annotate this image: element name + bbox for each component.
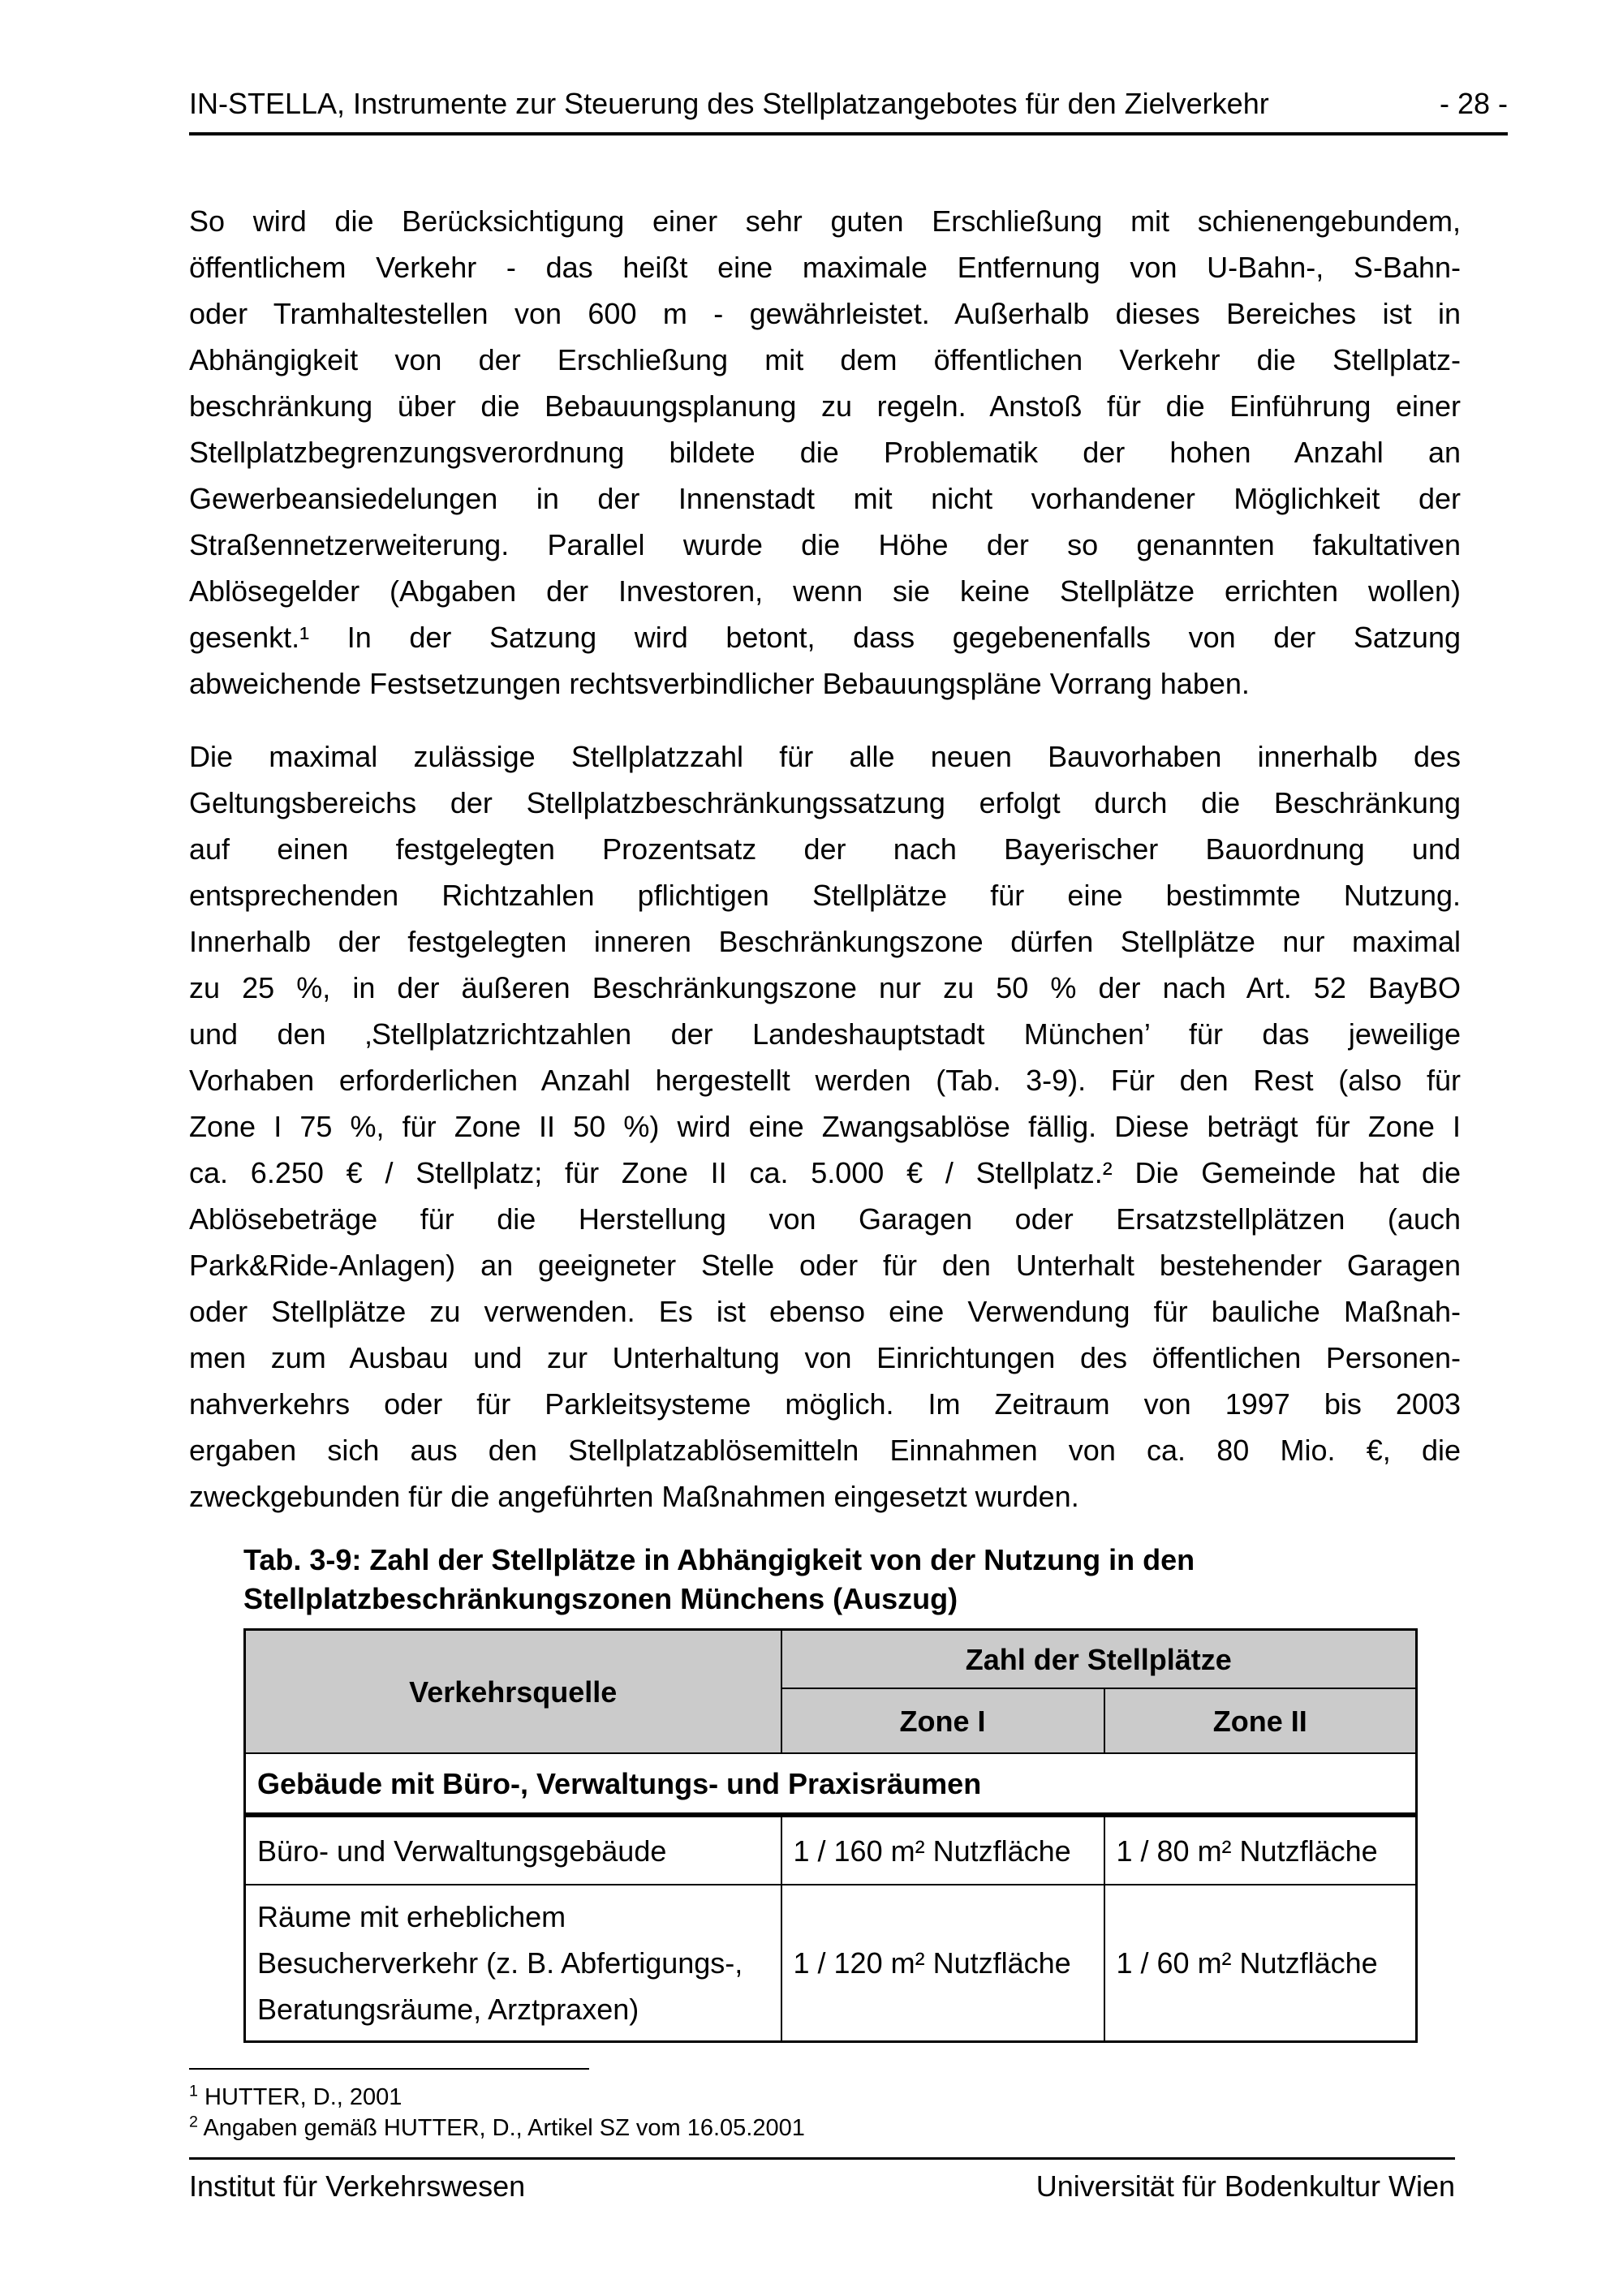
footnote-marker: 2 bbox=[189, 2113, 198, 2131]
text-line: Ablösebeträge für die Herstellung von Garagen oder Ersatzstellplätzen (auch bbox=[189, 1202, 1461, 1236]
text-line: Stellplatzbeschränkungszonen Münchens (Auszug) bbox=[243, 1582, 958, 1615]
paragraph bbox=[189, 198, 1461, 707]
text-line: beschränkung über die Bebauungsplanung zu regeln. Anstoß für die Einführung einer bbox=[189, 389, 1461, 423]
section-row-label: Gebäude mit Büro-, Verwaltungs- und Praxisräumen bbox=[245, 1753, 1417, 1815]
text-line: und den ‚Stellplatzrichtzahlen der Landeshauptstadt München’ für das jeweilige bbox=[189, 1017, 1461, 1051]
column-header-verkehrsquelle: Verkehrsquelle bbox=[245, 1630, 781, 1754]
text-line: Besucherverkehr (z. B. Abfertigungs-, bbox=[257, 1946, 743, 1980]
footnote-marker: 1 bbox=[189, 2082, 198, 2100]
cell-zone2-value: 1 / 60 m² Nutzfläche bbox=[1104, 1885, 1417, 2042]
text-line: Die maximal zulässige Stellplatzzahl für alle neuen Bauvorhaben innerhalb des bbox=[189, 740, 1461, 773]
paragraph bbox=[189, 733, 1461, 1520]
page-footer bbox=[189, 2157, 1455, 2204]
table-container bbox=[243, 1628, 1461, 2043]
text-line: Stellplatzbegrenzungsverordnung bildete die Problematik der hohen Anzahl an bbox=[189, 436, 1461, 469]
page-body bbox=[189, 198, 1461, 2043]
table-section-row bbox=[245, 1753, 1417, 1815]
column-header-zone1: Zone I bbox=[781, 1688, 1104, 1753]
column-group-header: Zahl der Stellplätze bbox=[781, 1630, 1417, 1689]
text-line: men zum Ausbau und zur Unterhaltung von Einrichtungen des öffentlichen Personen- bbox=[189, 1341, 1461, 1374]
cell-zone2-value: 1 / 80 m² Nutzfläche bbox=[1104, 1815, 1417, 1885]
cell-source bbox=[245, 1815, 781, 1885]
text-line: Räume mit erheblichem bbox=[257, 1900, 566, 1933]
table-caption bbox=[243, 1541, 1461, 1619]
text-line: Gewerbeansiedelungen in der Innenstadt mit nicht vorhandener Möglichkeit der bbox=[189, 482, 1461, 515]
footnote-text: HUTTER, D., 2001 bbox=[204, 2084, 403, 2110]
table-row bbox=[245, 1885, 1417, 2042]
text-line: öffentlichem Verkehr - das heißt eine maximale Entfernung von U-Bahn-, S-Bahn- bbox=[189, 251, 1461, 284]
text-line: Vorhaben erforderlichen Anzahl hergestellt werden (Tab. 3-9). Für den Rest (also für bbox=[189, 1064, 1461, 1097]
footnote bbox=[189, 2082, 1461, 2113]
running-title: IN-STELLA, Instrumente zur Steuerung des Stellplatzangebotes für den Zielverkehr bbox=[189, 87, 1269, 120]
page-number: - 28 - bbox=[1439, 87, 1508, 120]
table-row bbox=[245, 1815, 1417, 1885]
footer-institute: Institut für Verkehrswesen bbox=[189, 2169, 526, 2203]
text-line: Zone I 75 %, für Zone II 50 %) wird eine Zwangsablöse fällig. Diese beträgt für Zone I bbox=[189, 1110, 1461, 1143]
text-line: Tab. 3-9: Zahl der Stellplätze in Abhängigkeit von der Nutzung in den bbox=[243, 1543, 1195, 1576]
text-line: Büro- und Verwaltungsgebäude bbox=[257, 1834, 667, 1868]
text-line: Geltungsbereichs der Stellplatzbeschränkungssatzung erfolgt durch die Beschränkung bbox=[189, 786, 1461, 819]
text-line: Innerhalb der festgelegten inneren Beschränkungszone dürfen Stellplätze nur maximal bbox=[189, 925, 1461, 958]
text-line: gesenkt.¹ In der Satzung wird betont, dass gegebenenfalls von der Satzung bbox=[189, 621, 1461, 654]
text-line: oder Tramhaltestellen von 600 m - gewährleistet. Außerhalb dieses Bereiches ist in bbox=[189, 297, 1461, 330]
text-line: Straßennetzerweiterung. Parallel wurde die Höhe der so genannten fakultativen bbox=[189, 528, 1461, 561]
page-header bbox=[189, 86, 1508, 135]
footnote bbox=[189, 2113, 1461, 2143]
footnotes bbox=[189, 2068, 1461, 2143]
text-line: Park&Ride-Anlagen) an geeigneter Stelle oder für den Unterhalt bestehender Garagen bbox=[189, 1249, 1461, 1282]
text-line: ergaben sich aus den Stellplatzablösemitteln Einnahmen von ca. 80 Mio. €, die bbox=[189, 1434, 1461, 1467]
text-line: zu 25 %, in der äußeren Beschränkungszone nur zu 50 % der nach Art. 52 BayBO bbox=[189, 971, 1461, 1004]
text-line: oder Stellplätze zu verwenden. Es ist ebenso eine Verwendung für bauliche Maßnah- bbox=[189, 1295, 1461, 1328]
text-line: So wird die Berücksichtigung einer sehr guten Erschließung mit schienengebundem, bbox=[189, 204, 1461, 238]
text-line: ca. 6.250 € / Stellplatz; für Zone II ca. 5.000 € / Stellplatz.² Die Gemeinde hat die bbox=[189, 1156, 1461, 1189]
text-line: abweichende Festsetzungen rechtsverbindlicher Bebauungspläne Vorrang haben. bbox=[189, 667, 1250, 700]
column-header-zone2: Zone II bbox=[1104, 1688, 1417, 1753]
footnote-separator bbox=[189, 2068, 589, 2070]
text-line: Abhängigkeit von der Erschließung mit dem öffentlichen Verkehr die Stellplatz- bbox=[189, 343, 1461, 376]
footer-university: Universität für Bodenkultur Wien bbox=[1035, 2169, 1455, 2203]
text-line: auf einen festgelegten Prozentsatz der nach Bayerischer Bauordnung und bbox=[189, 832, 1461, 866]
cell-zone1-value: 1 / 120 m² Nutzfläche bbox=[781, 1885, 1104, 2042]
text-line: Ablösegelder (Abgaben der Investoren, wenn sie keine Stellplätze errichten wollen) bbox=[189, 574, 1461, 608]
footnote-text: Angaben gemäß HUTTER, D., Artikel SZ vom 16.05.2001 bbox=[203, 2115, 805, 2141]
text-line: entsprechenden Richtzahlen pflichtigen Stellplätze für eine bestimmte Nutzung. bbox=[189, 879, 1461, 912]
text-line: nahverkehrs oder für Parkleitsysteme möglich. Im Zeitraum von 1997 bis 2003 bbox=[189, 1387, 1461, 1421]
cell-zone1-value: 1 / 160 m² Nutzfläche bbox=[781, 1815, 1104, 1885]
table-header-row bbox=[245, 1630, 1417, 1689]
stellplatz-table bbox=[243, 1628, 1418, 2043]
text-line: Beratungsräume, Arztpraxen) bbox=[257, 1993, 639, 2026]
text-line: zweckgebunden für die angeführten Maßnahmen eingesetzt wurden. bbox=[189, 1480, 1079, 1513]
cell-source bbox=[245, 1885, 781, 2042]
